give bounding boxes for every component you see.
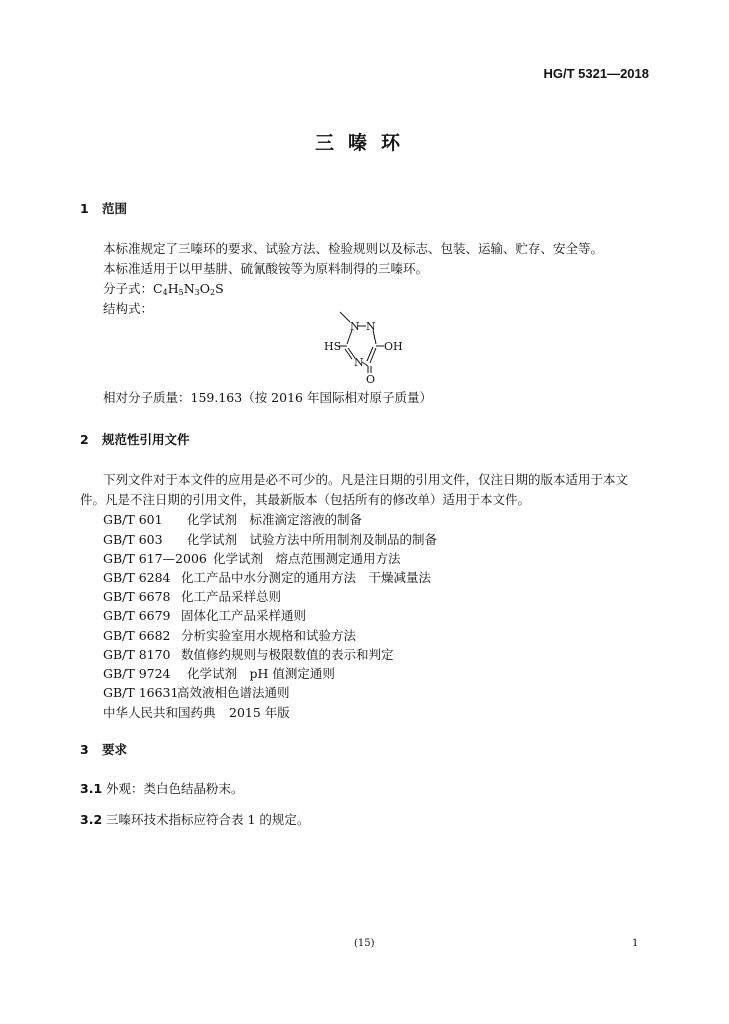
section-1-paragraph-1: 本标准规定了三嗪环的要求、试验方法、检验规则以及标志、包装、运输、贮存、安全等。 (103, 241, 604, 256)
section-3-heading (80, 740, 127, 758)
reference-item: GB/T 6678 化工产品采样总则 (103, 589, 282, 604)
section-number: 2 (80, 432, 89, 447)
reference-item: GB/T 6682 分析实验室用水规格和试验方法 (103, 628, 357, 643)
atom-oh: OH (384, 340, 403, 353)
section-2-intro-line-1: 下列文件对于本文件的应用是必不可少的。凡是注日期的引用文件，仅注日期的版本适用于本文 (103, 472, 629, 487)
section-1-heading (80, 199, 127, 217)
reference-item: GB/T 603 化学试剂 试验方法中所用制剂及制品的制备 (103, 532, 438, 547)
section-1-paragraph-2: 本标准适用于以甲基肼、硫氰酸铵等为原料制得的三嗪环。 (103, 261, 429, 276)
section-title: 要求 (102, 742, 128, 757)
section-number: 3 (80, 742, 89, 757)
reference-item: GB/T 16631高效液相色谱法通则 (103, 685, 290, 700)
footer-page-number: (15) (354, 938, 375, 949)
section-title: 规范性引用文件 (102, 432, 190, 447)
section-title: 范围 (102, 201, 128, 216)
clause-3-1: 3.1 外观：类白色结晶粉末。 (80, 781, 244, 796)
standard-code: HG/T 5321—2018 (543, 66, 649, 81)
reference-item: 中华人民共和国药典 2015 年版 (103, 705, 290, 720)
document-title: 三嗪环 (314, 132, 414, 154)
reference-item: GB/T 8170 数值修约规则与极限数值的表示和判定 (103, 647, 394, 662)
structure-label: 结构式： (103, 301, 154, 316)
section-2-intro-line-2: 件。凡是不注日期的引用文件，其最新版本（包括所有的修改单）适用于本文件。 (80, 492, 531, 507)
section-number: 1 (80, 201, 89, 216)
reference-item: GB/T 6284 化工产品中水分测定的通用方法 干燥减量法 (103, 570, 432, 585)
molecular-formula: $C_4H_5N_3O_2S$ (153, 281, 224, 297)
footer-sheet-number: 1 (632, 938, 639, 949)
reference-item: GB/T 617—2006 化学试剂 熔点范围测定通用方法 (103, 551, 401, 566)
reference-item: GB/T 601 化学试剂 标准滴定溶液的制备 (103, 512, 363, 527)
atom-o: O (366, 373, 376, 386)
atom-hs: HS (324, 340, 342, 353)
reference-item: GB/T 9724 化学试剂 pH 值测定通则 (103, 666, 335, 681)
molecular-mass: 相对分子质量：159.163（按 2016 年国际相对原子质量） (103, 390, 432, 405)
formula-label: 分子式： (103, 281, 154, 296)
molecular-formula-line (103, 279, 224, 297)
atom-n3: N (354, 356, 364, 369)
clause-3-2: 3.2 三嗪环技术指标应符合表 1 的规定。 (80, 812, 310, 827)
structural-formula (310, 308, 410, 388)
atom-n1: N (350, 320, 360, 333)
atom-n2: N (366, 320, 376, 333)
section-2-heading (80, 430, 190, 448)
reference-item: GB/T 6679 固体化工产品采样通则 (103, 608, 307, 623)
